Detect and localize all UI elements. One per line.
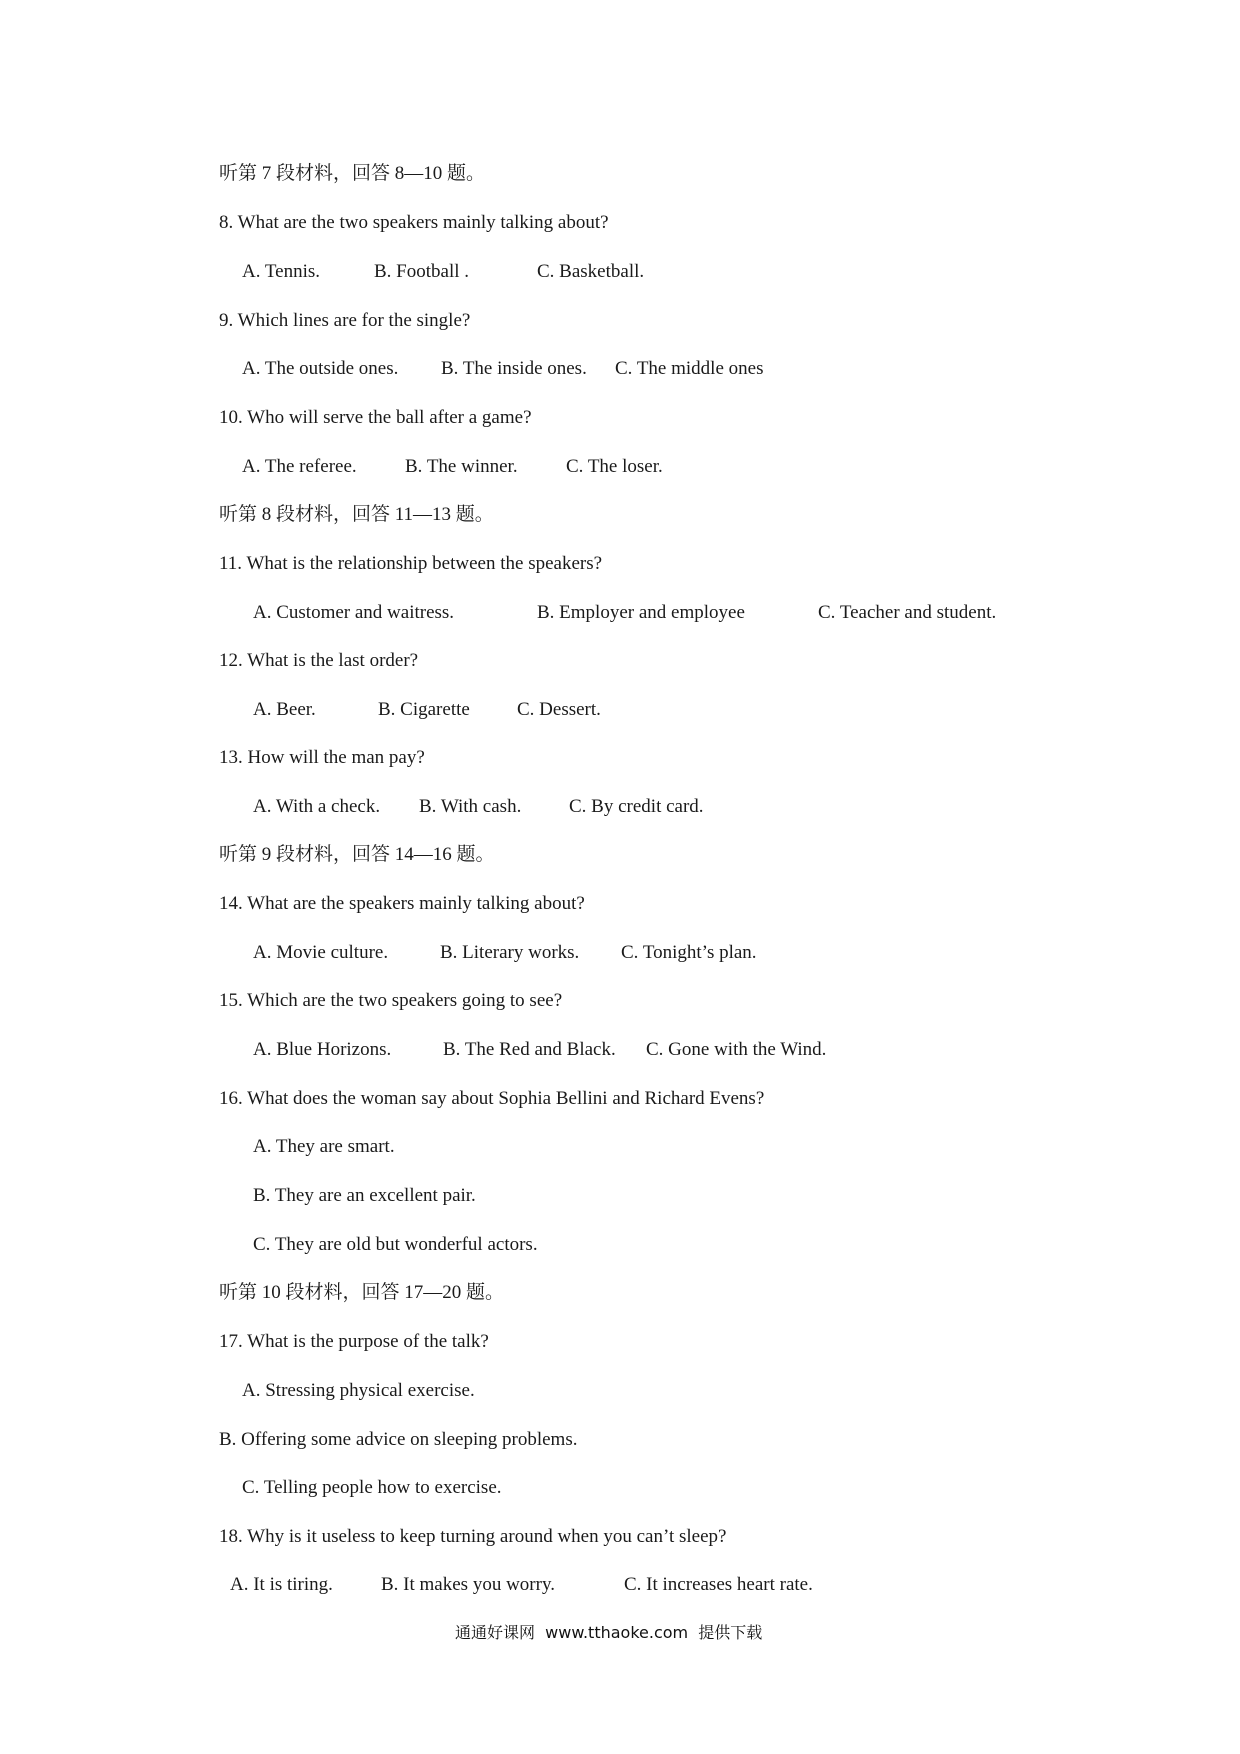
option-b: B. Employer and employee [537, 602, 745, 623]
question-stem: 8. What are the two speakers mainly talking about? [219, 212, 609, 233]
question-stem: 18. Why is it useless to keep turning around when you can’t sleep? [219, 1526, 727, 1547]
option-b: B. With cash. [419, 796, 522, 817]
option-b: B. It makes you worry. [381, 1574, 555, 1595]
section-heading: 听第 8 段材料，回答 11—13 题。 [219, 504, 494, 525]
section-heading: 听第 10 段材料，回答 17—20 题。 [219, 1282, 505, 1303]
option-a: A. Movie culture. [253, 942, 389, 963]
question-stem: 15. Which are the two speakers going to see? [219, 990, 563, 1011]
option-a: A. Beer. [253, 699, 316, 720]
option-c: C. Tonight’s plan. [621, 942, 757, 963]
footer-credit: 通通好课网 www.tthaoke.com 提供下载 [455, 1623, 763, 1642]
option-a: A. It is tiring. [230, 1574, 333, 1595]
option-b: B. They are an excellent pair. [253, 1185, 476, 1206]
question-stem: 17. What is the purpose of the talk? [219, 1331, 489, 1352]
option-b: B. Literary works. [440, 942, 580, 963]
question-stem: 16. What does the woman say about Sophia Bellini and Richard Evens? [219, 1088, 765, 1109]
option-c: C. The middle ones [615, 358, 764, 379]
option-b: B. Offering some advice on sleeping problems. [219, 1429, 578, 1450]
option-c: C. Dessert. [517, 699, 601, 720]
option-b: B. Cigarette [378, 699, 470, 720]
option-a: A. The referee. [242, 456, 357, 477]
question-stem: 10. Who will serve the ball after a game? [219, 407, 532, 428]
option-c: C. Basketball. [537, 261, 645, 282]
option-c: C. Telling people how to exercise. [242, 1477, 502, 1498]
question-stem: 12. What is the last order? [219, 650, 419, 671]
option-a: A. Stressing physical exercise. [242, 1380, 475, 1401]
option-a: A. With a check. [253, 796, 381, 817]
question-stem: 14. What are the speakers mainly talking about? [219, 893, 585, 914]
question-stem: 13. How will the man pay? [219, 747, 425, 768]
section-heading: 听第 9 段材料，回答 14—16 题。 [219, 844, 495, 865]
option-b: B. Football . [374, 261, 470, 282]
option-b: B. The winner. [405, 456, 518, 477]
option-c: C. Gone with the Wind. [646, 1039, 827, 1060]
option-c: C. The loser. [566, 456, 663, 477]
question-stem: 9. Which lines are for the single? [219, 310, 471, 331]
option-c: C. By credit card. [569, 796, 704, 817]
option-a: A. The outside ones. [242, 358, 399, 379]
option-c: C. It increases heart rate. [624, 1574, 813, 1595]
option-c: C. They are old but wonderful actors. [253, 1234, 538, 1255]
option-a: A. Customer and waitress. [253, 602, 455, 623]
question-stem: 11. What is the relationship between the speakers? [219, 553, 603, 574]
option-b: B. The inside ones. [441, 358, 587, 379]
option-a: A. Tennis. [242, 261, 321, 282]
option-a: A. They are smart. [253, 1136, 395, 1157]
option-c: C. Teacher and student. [818, 602, 997, 623]
option-a: A. Blue Horizons. [253, 1039, 392, 1060]
option-b: B. The Red and Black. [443, 1039, 616, 1060]
section-heading: 听第 7 段材料，回答 8—10 题。 [219, 163, 486, 184]
